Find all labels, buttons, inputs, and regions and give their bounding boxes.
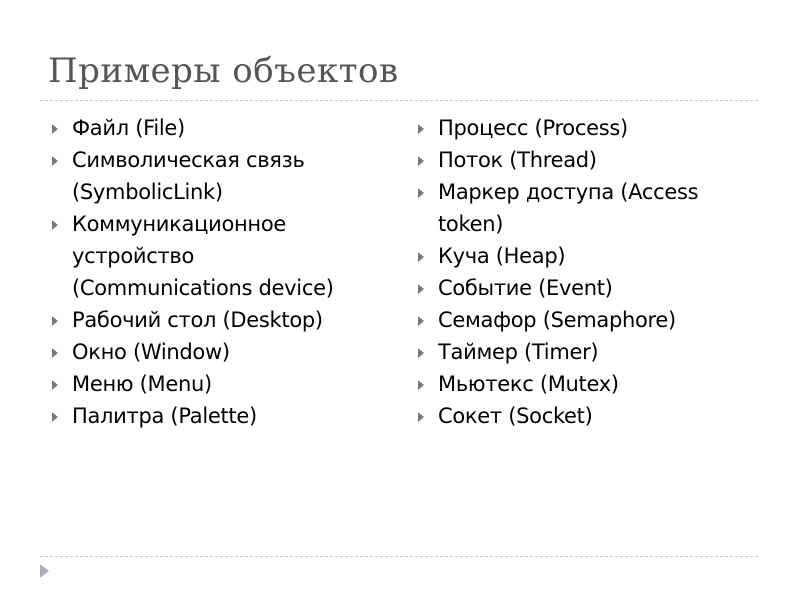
list-item (46, 144, 366, 208)
footer-arrow-icon (40, 564, 49, 578)
bullet-arrow-icon (418, 348, 424, 358)
list-item-text: Мьютекс (Mutex) (438, 372, 619, 396)
list-item-text: Событие (Event) (438, 276, 613, 300)
list-item (412, 304, 752, 336)
bullet-arrow-icon (52, 380, 58, 390)
bullet-arrow-icon (52, 348, 58, 358)
list-item (46, 304, 366, 336)
list-item-text: Рабочий стол (Desktop) (72, 308, 323, 332)
list-item-text: Окно (Window) (72, 340, 230, 364)
list-item-text: Маркер доступа (Access token) (438, 180, 699, 236)
list-item (412, 240, 752, 272)
bullet-arrow-icon (52, 220, 58, 230)
list-item-text: Файл (File) (72, 116, 185, 140)
list-item (412, 368, 752, 400)
bullet-arrow-icon (418, 252, 424, 262)
bullet-arrow-icon (52, 124, 58, 134)
list-item-text: Символическая связь (SymbolicLink) (72, 148, 305, 204)
slide-title: Примеры объектов (48, 51, 399, 91)
list-item (412, 272, 752, 304)
bullet-arrow-icon (418, 156, 424, 166)
title-divider (40, 100, 758, 101)
list-item (46, 400, 366, 432)
list-item-text: Палитра (Palette) (72, 404, 257, 428)
right-bullet-list (412, 112, 752, 432)
list-item-text: Куча (Heap) (438, 244, 566, 268)
list-item (46, 368, 366, 400)
bullet-arrow-icon (52, 412, 58, 422)
list-item-text: Таймер (Timer) (438, 340, 599, 364)
list-item (412, 176, 752, 240)
list-item-text: Меню (Menu) (72, 372, 212, 396)
bullet-arrow-icon (418, 124, 424, 134)
list-item (412, 400, 752, 432)
footer-divider (40, 556, 758, 557)
bullet-arrow-icon (418, 412, 424, 422)
list-item (46, 208, 366, 304)
bullet-arrow-icon (52, 316, 58, 326)
bullet-arrow-icon (418, 188, 424, 198)
list-item (412, 336, 752, 368)
bullet-arrow-icon (418, 284, 424, 294)
list-item-text: Семафор (Semaphore) (438, 308, 676, 332)
bullet-arrow-icon (418, 380, 424, 390)
list-item (46, 336, 366, 368)
left-bullet-list (46, 112, 366, 432)
bullet-arrow-icon (418, 316, 424, 326)
list-item-text: Сокет (Socket) (438, 404, 593, 428)
list-item (412, 112, 752, 144)
list-item (412, 144, 752, 176)
list-item-text: Поток (Thread) (438, 148, 597, 172)
list-item-text: Коммуникационное устройство (Communications device) (72, 212, 334, 300)
bullet-arrow-icon (52, 156, 58, 166)
list-item (46, 112, 366, 144)
list-item-text: Процесс (Process) (438, 116, 628, 140)
